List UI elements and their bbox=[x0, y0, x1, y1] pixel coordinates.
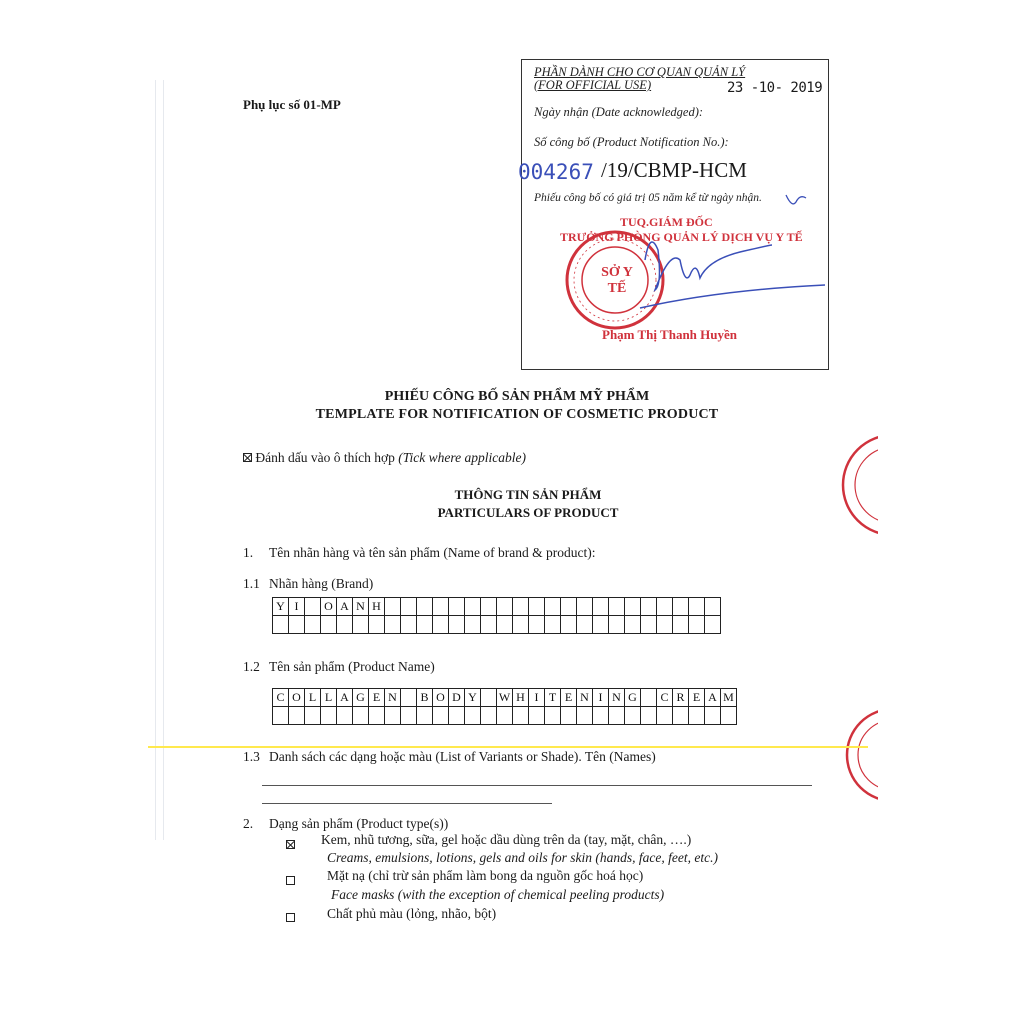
letter-cell bbox=[529, 598, 545, 616]
checkbox-checked-icon bbox=[286, 840, 295, 849]
letter-cell bbox=[513, 616, 529, 634]
letter-cell: R bbox=[673, 689, 689, 707]
letter-cell bbox=[337, 707, 353, 725]
letter-cell bbox=[545, 707, 561, 725]
product-number: 1.2 bbox=[243, 659, 260, 674]
letter-cell bbox=[321, 707, 337, 725]
letter-cell: N bbox=[353, 598, 369, 616]
letter-cell bbox=[465, 598, 481, 616]
letter-cell: H bbox=[369, 598, 385, 616]
official-section-en: (FOR OFFICIAL USE) bbox=[534, 78, 652, 92]
letter-cell: I bbox=[593, 689, 609, 707]
letter-cell bbox=[705, 616, 721, 634]
letter-cell bbox=[609, 707, 625, 725]
letter-cell: C bbox=[657, 689, 673, 707]
letter-cell bbox=[689, 598, 705, 616]
letter-cell: A bbox=[337, 598, 353, 616]
date-acknowledged-label: Ngày nhận (Date acknowledged): bbox=[534, 105, 704, 119]
letter-cell bbox=[529, 616, 545, 634]
letter-cell bbox=[577, 707, 593, 725]
notification-number-handwritten: 004267 bbox=[518, 160, 594, 184]
signature bbox=[600, 190, 830, 320]
letter-cell bbox=[561, 616, 577, 634]
letter-cell: Y bbox=[465, 689, 481, 707]
letter-cell bbox=[401, 707, 417, 725]
variants-line-2 bbox=[262, 803, 552, 804]
signer-title-2: TRƯỞNG PHÒNG QUẢN LÝ DỊCH VỤ Y TẾ bbox=[560, 230, 803, 244]
title-en: TEMPLATE FOR NOTIFICATION OF COSMETIC PRODUCT bbox=[315, 407, 719, 422]
letter-cell bbox=[497, 616, 513, 634]
letter-cell: I bbox=[289, 598, 305, 616]
letter-cell bbox=[497, 707, 513, 725]
product-label: Tên sản phẩm (Product Name) bbox=[269, 659, 435, 674]
signer-name: Phạm Thị Thanh Huyền bbox=[602, 327, 737, 342]
letter-cell bbox=[449, 616, 465, 634]
variants-label: Danh sách các dạng hoặc màu (List of Variants or Shade). Tên (Names) bbox=[269, 749, 656, 764]
partial-stamp-right-bottom bbox=[838, 705, 878, 805]
section2-label: Dạng sản phẩm (Product type(s)) bbox=[269, 816, 449, 831]
letter-cell bbox=[529, 707, 545, 725]
letter-cell bbox=[513, 598, 529, 616]
brand-label: Nhãn hàng (Brand) bbox=[269, 576, 374, 591]
scan-line bbox=[155, 80, 156, 840]
letter-cell bbox=[289, 707, 305, 725]
letter-cell bbox=[465, 707, 481, 725]
letter-cell bbox=[449, 707, 465, 725]
letter-cell bbox=[673, 707, 689, 725]
letter-cell bbox=[385, 598, 401, 616]
letter-cell bbox=[513, 707, 529, 725]
letter-cell: N bbox=[609, 689, 625, 707]
letter-cell: A bbox=[337, 689, 353, 707]
letter-cell bbox=[657, 616, 673, 634]
letter-cell bbox=[609, 598, 625, 616]
letter-cell bbox=[385, 616, 401, 634]
letter-cell bbox=[625, 707, 641, 725]
letter-cell: A bbox=[705, 689, 721, 707]
letter-cell bbox=[369, 707, 385, 725]
letter-cell bbox=[641, 707, 657, 725]
letter-cell bbox=[609, 616, 625, 634]
letter-cell: L bbox=[305, 689, 321, 707]
letter-cell: C bbox=[273, 689, 289, 707]
letter-cell bbox=[689, 616, 705, 634]
letter-cell bbox=[545, 616, 561, 634]
letter-cell bbox=[641, 616, 657, 634]
letter-cell bbox=[433, 707, 449, 725]
letter-cell: N bbox=[577, 689, 593, 707]
letter-cell bbox=[289, 616, 305, 634]
brand-grid bbox=[272, 597, 721, 634]
option-3-vi: Chất phủ màu (lỏng, nhão, bột) bbox=[327, 906, 497, 921]
letter-cell bbox=[401, 598, 417, 616]
letter-cell: L bbox=[321, 689, 337, 707]
letter-cell: O bbox=[321, 598, 337, 616]
brand-number: 1.1 bbox=[243, 576, 260, 591]
letter-cell: Y bbox=[273, 598, 289, 616]
letter-cell: E bbox=[689, 689, 705, 707]
letter-cell: H bbox=[513, 689, 529, 707]
letter-cell bbox=[641, 598, 657, 616]
letter-cell: D bbox=[449, 689, 465, 707]
product-type-option bbox=[286, 836, 295, 854]
product-type-option bbox=[286, 909, 295, 927]
letter-cell bbox=[497, 598, 513, 616]
letter-cell bbox=[369, 616, 385, 634]
letter-cell bbox=[593, 707, 609, 725]
tick-note bbox=[243, 450, 526, 466]
letter-cell bbox=[481, 689, 497, 707]
letter-cell bbox=[705, 598, 721, 616]
section2-number: 2. bbox=[243, 816, 254, 831]
letter-cell bbox=[673, 616, 689, 634]
letter-cell bbox=[657, 707, 673, 725]
letter-cell: M bbox=[721, 689, 737, 707]
product-grid bbox=[272, 688, 737, 725]
letter-cell: O bbox=[433, 689, 449, 707]
section1-label: Tên nhãn hàng và tên sản phẩm (Name of brand & product): bbox=[269, 545, 596, 560]
option-1-vi: Kem, nhũ tương, sữa, gel hoặc dầu dùng trên da (tay, mặt, chân, ….) bbox=[321, 832, 692, 847]
checkbox-empty-icon bbox=[286, 876, 295, 885]
letter-cell bbox=[561, 598, 577, 616]
checkbox-empty-icon bbox=[286, 913, 295, 922]
letter-cell bbox=[545, 598, 561, 616]
letter-cell bbox=[433, 616, 449, 634]
letter-cell bbox=[433, 598, 449, 616]
letter-cell bbox=[689, 707, 705, 725]
letter-cell bbox=[577, 598, 593, 616]
letter-cell bbox=[305, 707, 321, 725]
letter-cell bbox=[561, 707, 577, 725]
letter-cell bbox=[481, 707, 497, 725]
letter-cell: E bbox=[369, 689, 385, 707]
notification-number-suffix: /19/CBMP-HCM bbox=[601, 158, 747, 182]
particulars-en: PARTICULARS OF PRODUCT bbox=[437, 505, 619, 520]
tick-note-vi: Đánh dấu vào ô thích hợp bbox=[255, 450, 395, 465]
letter-cell bbox=[481, 616, 497, 634]
letter-cell bbox=[273, 616, 289, 634]
option-2-vi: Mặt nạ (chỉ trừ sản phẩm làm bong da nguồn gốc hoá học) bbox=[327, 868, 644, 883]
letter-cell bbox=[465, 616, 481, 634]
letter-cell bbox=[305, 616, 321, 634]
letter-cell bbox=[321, 616, 337, 634]
letter-cell bbox=[625, 598, 641, 616]
letter-cell bbox=[273, 707, 289, 725]
letter-cell: B bbox=[417, 689, 433, 707]
letter-cell bbox=[625, 616, 641, 634]
option-2-en: Face masks (with the exception of chemical peeling products) bbox=[331, 887, 665, 902]
letter-cell bbox=[657, 598, 673, 616]
letter-cell bbox=[449, 598, 465, 616]
notification-number-label: Số công bố (Product Notification No.): bbox=[534, 135, 729, 149]
letter-cell bbox=[417, 616, 433, 634]
letter-cell: G bbox=[625, 689, 641, 707]
section1-number: 1. bbox=[243, 545, 254, 560]
appendix-label: Phụ lục số 01-MP bbox=[243, 97, 341, 112]
signer-title-1: TUQ.GIÁM ĐỐC bbox=[620, 215, 713, 229]
scan-line bbox=[163, 80, 164, 840]
date-acknowledged-value: 23 -10- 2019 bbox=[727, 80, 823, 96]
particulars-vi: THÔNG TIN SẢN PHẨM bbox=[454, 487, 602, 502]
letter-cell: T bbox=[545, 689, 561, 707]
letter-cell bbox=[353, 616, 369, 634]
highlighter-mark bbox=[148, 746, 868, 748]
product-type-option bbox=[286, 872, 295, 890]
seal-center-text: SỞ Y TẾ bbox=[601, 265, 633, 296]
letter-cell bbox=[385, 707, 401, 725]
letter-cell: G bbox=[353, 689, 369, 707]
letter-cell bbox=[593, 598, 609, 616]
letter-cell bbox=[705, 707, 721, 725]
variants-number: 1.3 bbox=[243, 749, 260, 764]
title-vi: PHIẾU CÔNG BỐ SẢN PHẨM MỸ PHẨM bbox=[384, 389, 650, 404]
option-1-en: Creams, emulsions, lotions, gels and oils for skin (hands, face, feet, etc.) bbox=[327, 850, 718, 865]
tick-note-en: (Tick where applicable) bbox=[398, 450, 526, 465]
letter-cell bbox=[417, 598, 433, 616]
checkbox-checked-icon bbox=[243, 453, 252, 462]
letter-cell bbox=[337, 616, 353, 634]
letter-cell: W bbox=[497, 689, 513, 707]
letter-cell: E bbox=[561, 689, 577, 707]
letter-cell bbox=[305, 598, 321, 616]
letter-cell: O bbox=[289, 689, 305, 707]
letter-cell bbox=[641, 689, 657, 707]
letter-cell bbox=[593, 616, 609, 634]
letter-cell bbox=[481, 598, 497, 616]
official-section-vi: PHẦN DÀNH CHO CƠ QUAN QUẢN LÝ bbox=[534, 65, 746, 79]
letter-cell bbox=[353, 707, 369, 725]
letter-cell bbox=[577, 616, 593, 634]
variants-line-1 bbox=[262, 785, 812, 786]
validity-note: Phiếu công bố có giá trị 05 năm kể từ ngày nhận. bbox=[534, 192, 762, 204]
letter-cell bbox=[401, 689, 417, 707]
letter-cell bbox=[721, 707, 737, 725]
letter-cell: I bbox=[529, 689, 545, 707]
letter-cell bbox=[673, 598, 689, 616]
partial-stamp-right-top bbox=[838, 430, 878, 540]
letter-cell bbox=[401, 616, 417, 634]
letter-cell bbox=[417, 707, 433, 725]
letter-cell: N bbox=[385, 689, 401, 707]
